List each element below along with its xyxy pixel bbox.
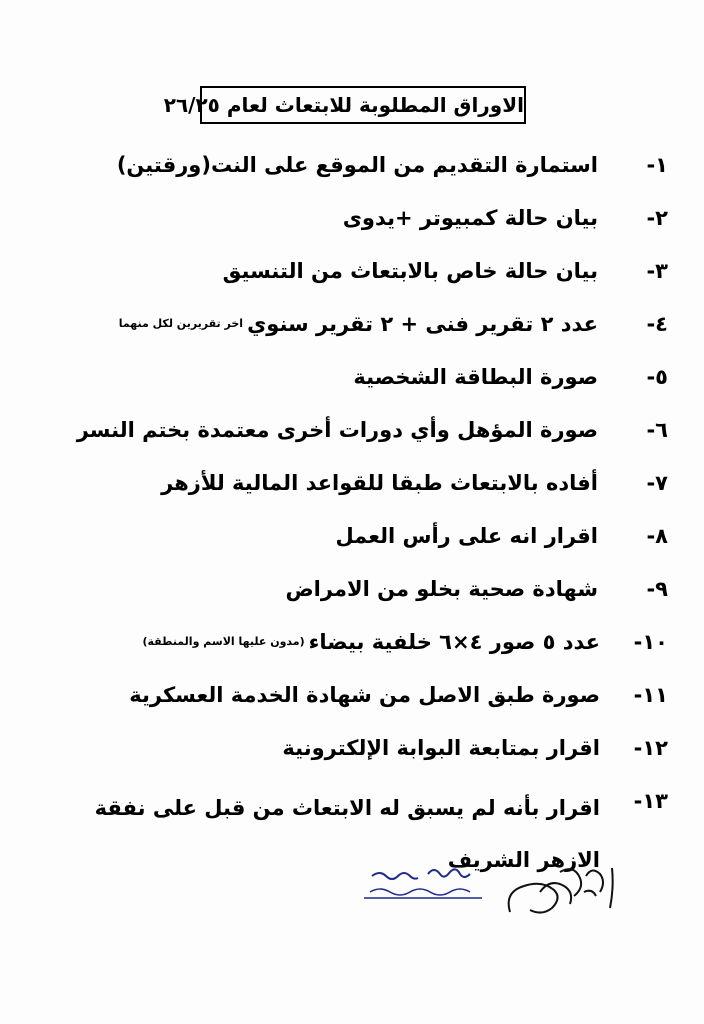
item-number: ٩- — [646, 577, 668, 601]
item-text: عدد ٥ صور ٤×٦ خلفية بيضاء — [308, 630, 600, 654]
list-item — [68, 411, 668, 464]
item-number: ١٢- — [633, 736, 668, 760]
list-item — [68, 676, 668, 729]
item-text: بيان حالة خاص بالابتعاث من التنسيق — [222, 259, 598, 283]
list-item — [68, 729, 668, 782]
item-text: عدد ٢ تقرير فنى + ٢ تقرير سنوي — [247, 312, 598, 336]
item-text: بيان حالة كمبيوتر +يدوى — [342, 206, 598, 230]
item-number: ٣- — [646, 259, 668, 283]
item-number: ٥- — [646, 365, 668, 389]
item-note: اخر تقريرين لكل منهما — [118, 317, 244, 330]
list-item — [68, 252, 668, 305]
item-text: اقرار بمتابعة البوابة الإلكترونية — [282, 736, 600, 760]
item-number: ١- — [646, 153, 668, 177]
item-text: اقرار انه على رأس العمل — [335, 524, 598, 548]
item-text: اقرار بأنه لم يسبق له الابتعاث من قبل على نفقة الازهر الشريف — [94, 796, 600, 872]
requirements-list — [68, 146, 668, 892]
stamp-signature — [350, 856, 500, 914]
item-number: ١٠- — [633, 630, 668, 654]
list-item — [68, 199, 668, 252]
item-text: صورة البطاقة الشخصية — [353, 365, 598, 389]
item-text: صورة طبق الاصل من شهادة الخدمة العسكرية — [129, 683, 600, 707]
item-number: ٤- — [646, 312, 668, 336]
list-item — [68, 146, 668, 199]
document-title: الاوراق المطلوبة للابتعاث لعام ٢٦/٢٥ — [200, 86, 526, 124]
item-note: (مدون عليها الاسم والمنطقة) — [142, 635, 305, 648]
item-text: استمارة التقديم من الموقع على النت(ورقتين) — [116, 153, 598, 177]
handwritten-signature — [500, 852, 630, 922]
item-number: ١١- — [633, 683, 668, 707]
item-number: ١٣- — [633, 789, 668, 813]
list-item — [68, 464, 668, 517]
item-number: ٧- — [646, 471, 668, 495]
list-item — [68, 623, 668, 676]
item-text: صورة المؤهل وأي دورات أخرى معتمدة بختم النسر — [76, 418, 598, 442]
list-item — [68, 570, 668, 623]
list-item — [68, 305, 668, 358]
item-text: أفاده بالابتعاث طبقا للقواعد المالية للأزهر — [161, 471, 598, 495]
item-text: شهادة صحية بخلو من الامراض — [285, 577, 598, 601]
item-number: ٦- — [646, 418, 668, 442]
list-item — [68, 358, 668, 411]
list-item — [68, 517, 668, 570]
signature-area — [330, 852, 630, 922]
item-number: ٨- — [646, 524, 668, 548]
item-number: ٢- — [646, 206, 668, 230]
